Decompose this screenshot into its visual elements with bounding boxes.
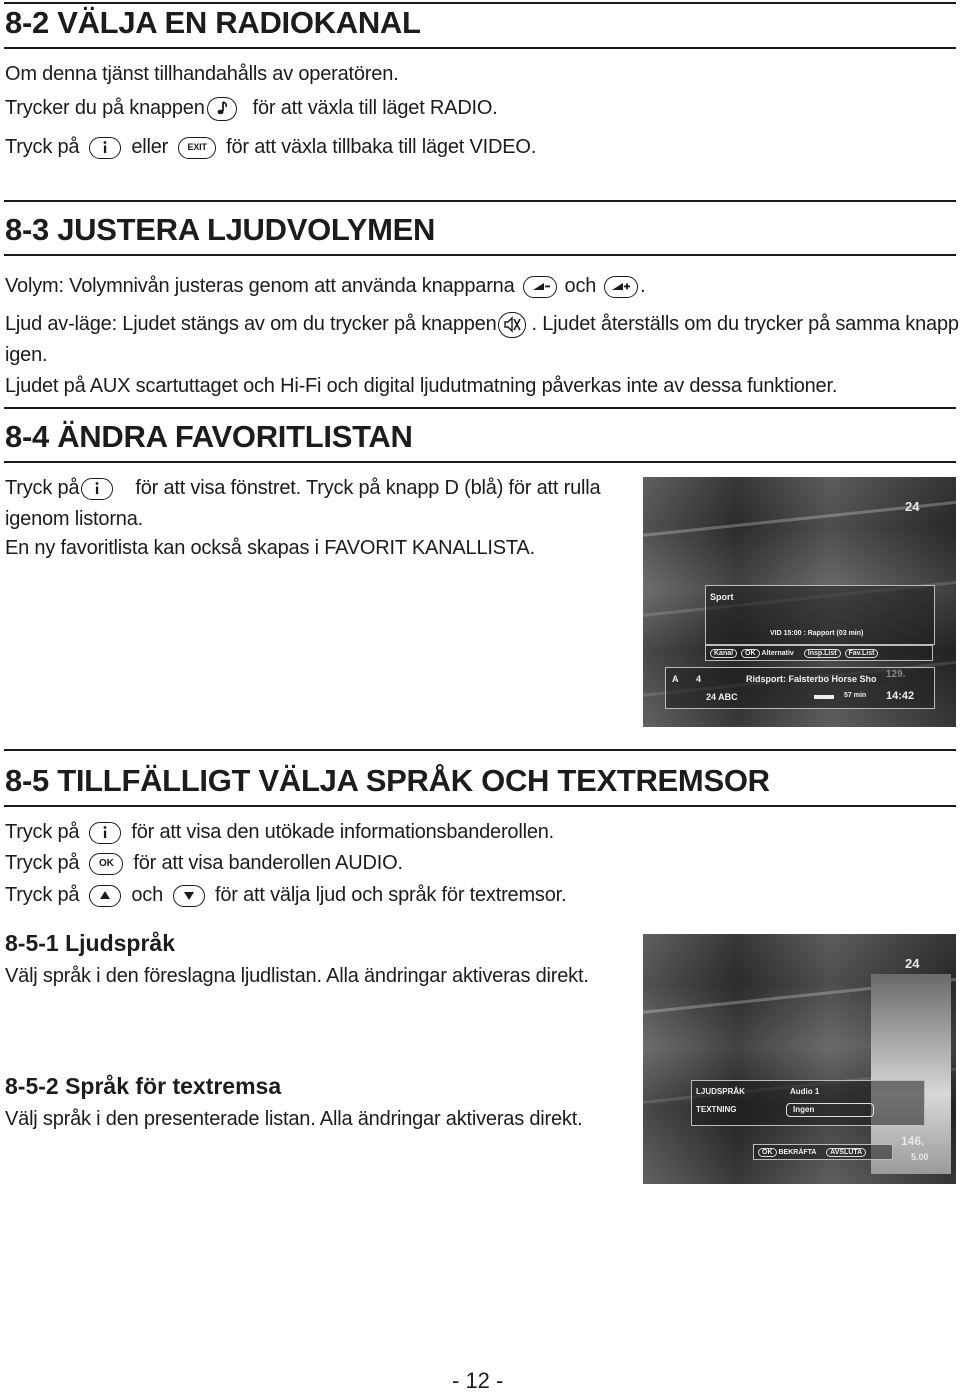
s83-line1-text-c: . — [640, 275, 646, 297]
volume-down-icon — [523, 276, 557, 298]
mute-icon — [498, 312, 526, 338]
banner-program-title: Ridsport: Falsterbo Horse Sho — [746, 674, 877, 684]
s84-line1-text-a: Tryck på — [5, 477, 80, 499]
banner-clock: 14:42 — [886, 690, 915, 702]
favorites-banner-screenshot — [643, 477, 956, 727]
s84-line2: igenom listorna. — [5, 508, 143, 530]
section-8-5-rule — [4, 805, 956, 807]
page-number: - 12 - — [452, 1368, 504, 1393]
s84-line3: En ny favoritlista kan också skapas i FAVORIT KANALLISTA. — [5, 537, 535, 559]
s83-line4: Ljudet på AUX scartuttaget och Hi-Fi och digital ljudutmatning påverkas inte av dessa funktioner. — [5, 375, 838, 397]
info-button-icon — [89, 822, 121, 844]
audio-banner-screenshot — [643, 934, 956, 1184]
s82-line2-text-a: Trycker du på knappen — [5, 97, 205, 119]
hint-alternativ: Alternativ — [761, 650, 794, 657]
subtitle-label: TEXTNING — [696, 1105, 737, 1114]
channel-logo: 24 — [905, 956, 920, 971]
confirm-hint: BEKRÄFTA — [778, 1149, 817, 1156]
section-8-2-rule — [4, 47, 956, 49]
panel-genre: Sport — [710, 592, 734, 602]
hint-bar — [705, 645, 933, 661]
hint-channel: Kanal — [710, 649, 737, 658]
s85-line1-text-a: Tryck på — [5, 821, 80, 843]
s82-line3-text-b: eller — [131, 136, 169, 158]
up-arrow-icon — [89, 885, 121, 907]
s84-line1-text-b: för att visa fönstret. Tryck på knapp D (blå) för att rulla — [135, 477, 601, 499]
section-8-4-title: 8-4 ÄNDRA FAVORITLISTAN — [5, 419, 413, 454]
s82-line3-text-a: Tryck på — [5, 136, 80, 158]
s83-line1 — [5, 273, 646, 299]
s83-line1-text-a: Volym: Volymnivån justeras genom att använda knapparna — [5, 275, 515, 297]
s83-line1-text-b: och — [564, 275, 597, 297]
section-8-3-top-rule — [4, 200, 956, 202]
s851-line1: Välj språk i den föreslagna ljudlistan. Alla ändringar aktiveras direkt. — [5, 965, 589, 987]
ok-hint-pill: OK — [741, 649, 760, 658]
s852-line1: Välj språk i den presenterade listan. Alla ändringar aktiveras direkt. — [5, 1108, 583, 1130]
banner-channel-number: 4 — [696, 674, 702, 684]
subtitle-selector[interactable]: Ingen — [786, 1103, 874, 1117]
s82-line3 — [5, 134, 536, 160]
s84-line1 — [5, 475, 600, 501]
section-8-4-rule — [4, 461, 956, 463]
s85-line2-text-a: Tryck på — [5, 852, 80, 874]
info-button-icon — [81, 478, 113, 500]
s85-line3-text-b: och — [131, 884, 163, 906]
channel-logo: 24 — [905, 499, 920, 514]
audio-hint-bar — [753, 1144, 893, 1160]
info-button-icon — [89, 137, 121, 159]
info-panel — [705, 585, 935, 645]
s82-line2-text-b: för att växla till läget RADIO. — [252, 97, 498, 119]
s82-line2 — [5, 95, 498, 121]
banner-ghost-number: 129. — [886, 669, 906, 680]
ok-hint-pill: OK — [758, 1148, 777, 1157]
banner-list-letter: A — [672, 674, 679, 684]
panel-next-program: VID 15:00 : Rapport (03 min) — [770, 630, 864, 637]
audio-panel — [691, 1080, 925, 1126]
banner-channel-name: 24 ABC — [706, 692, 738, 702]
s82-line3-text-c: för att växla tillbaka till läget VIDEO. — [226, 136, 537, 158]
s85-line3-text-c: för att välja ljud och språk för textremsor. — [215, 884, 567, 906]
s83-line2-text-a: Ljud av-läge: Ljudet stängs av om du trycker på knappen — [5, 313, 497, 335]
section-8-5-2-title: 8-5-2 Språk för textremsa — [5, 1073, 282, 1099]
s85-line3 — [5, 882, 566, 908]
hint-insp-list: Insp.List — [804, 649, 841, 658]
section-8-3-rule — [4, 254, 956, 256]
s83-line3: igen. — [5, 344, 48, 366]
s85-line2 — [5, 850, 403, 876]
banner-duration: 57 min — [844, 692, 867, 699]
ok-button-icon: OK — [89, 853, 123, 875]
hint-fav-list: Fav.List — [845, 649, 879, 658]
s83-line2-text-b: . Ljudet återställs om du trycker på samma knapp — [531, 313, 959, 335]
section-8-5-1-title: 8-5-1 Ljudspråk — [5, 930, 175, 956]
section-8-3-title: 8-3 JUSTERA LJUDVOLYMEN — [5, 212, 436, 247]
ghost-number: 146. — [901, 1134, 925, 1148]
top-rule — [4, 2, 956, 4]
s83-line2 — [5, 311, 959, 338]
s85-line1-text-b: för att visa den utökade informationsbanderollen. — [131, 821, 555, 843]
section-8-2-title: 8-2 VÄLJA EN RADIOKANAL — [5, 5, 421, 40]
s85-line2-text-b: för att visa banderollen AUDIO. — [133, 852, 403, 874]
section-8-5-title: 8-5 TILLFÄLLIGT VÄLJA SPRÅK OCH TEXTREMSOR — [5, 763, 770, 798]
music-note-icon — [207, 97, 237, 121]
channel-banner — [665, 667, 935, 709]
s85-line1 — [5, 819, 554, 845]
audio-language-value[interactable]: Audio 1 — [790, 1087, 820, 1096]
down-arrow-icon — [173, 885, 205, 907]
progress-bar — [814, 695, 834, 699]
volume-up-icon — [604, 276, 638, 298]
audio-language-label: LJUDSPRÅK — [696, 1087, 745, 1096]
exit-hint: AVSLUTA — [826, 1148, 866, 1157]
section-8-4-top-rule — [4, 407, 956, 409]
section-8-5-top-rule — [4, 749, 956, 751]
exit-button-icon: EXIT — [178, 137, 216, 159]
s85-line3-text-a: Tryck på — [5, 884, 80, 906]
ghost-time: 5.00 — [911, 1152, 929, 1162]
s82-line1: Om denna tjänst tillhandahålls av operatören. — [5, 63, 399, 85]
